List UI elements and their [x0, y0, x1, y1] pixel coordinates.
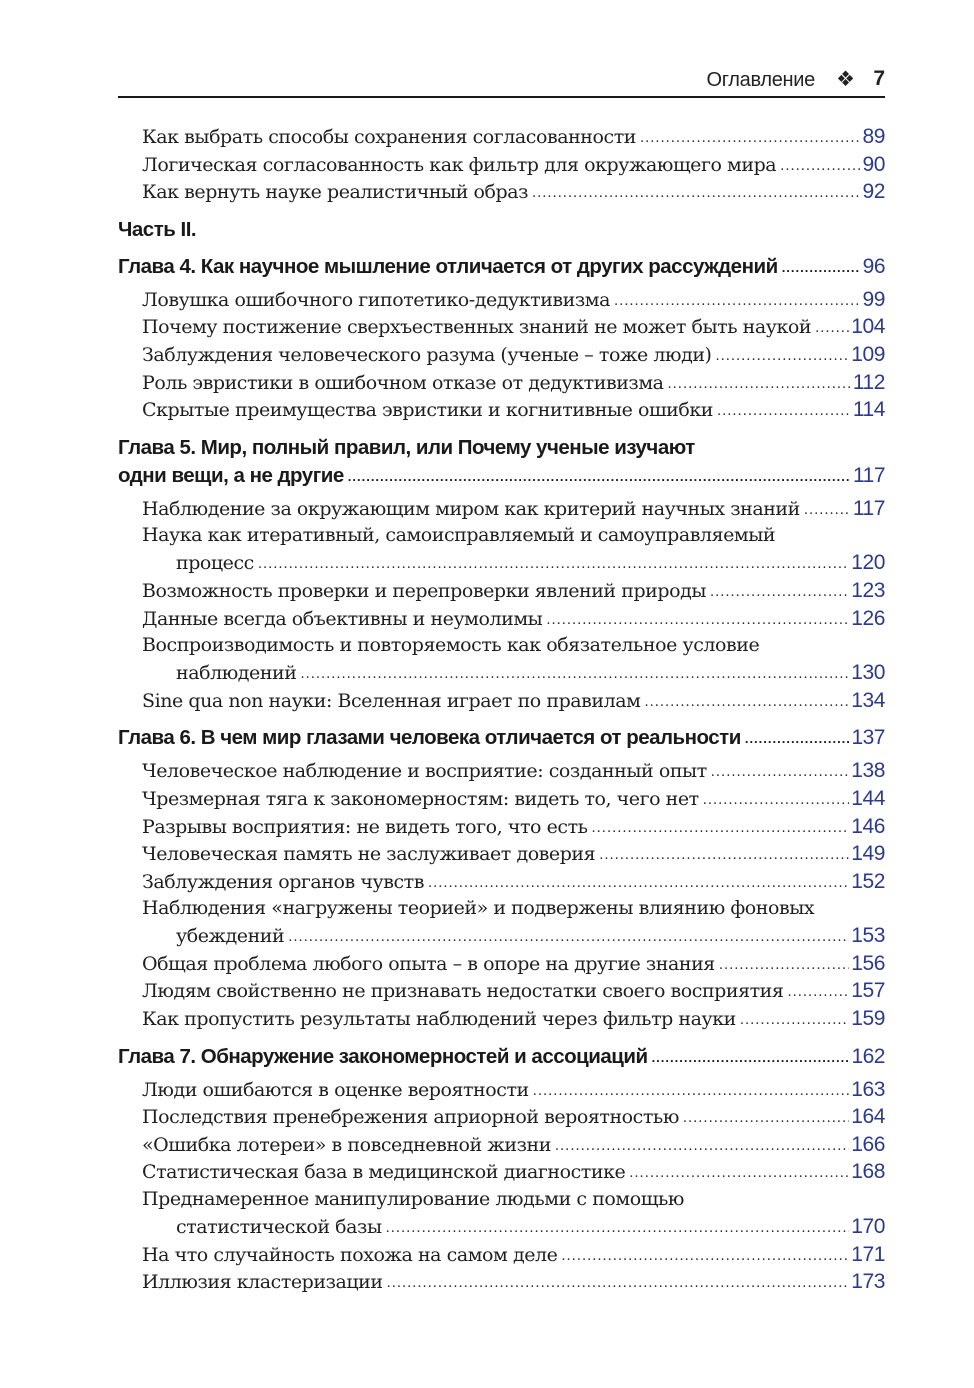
running-header-title: Оглавление	[706, 69, 815, 91]
toc-item-title: Человеческое наблюдение и восприятие: созданный опыт	[142, 760, 707, 783]
toc-item-page: 153	[851, 924, 885, 948]
leader-dots	[782, 254, 861, 282]
toc-item-page: 163	[851, 1077, 885, 1101]
toc-item-page: 99	[862, 287, 885, 311]
toc-item-title: Общая проблема любого опыта – в опоре на другие знания	[142, 952, 715, 975]
toc-item-title-line1[interactable]: Воспроизводимость и повторяемость как обязательное условие	[142, 634, 760, 657]
running-header	[118, 66, 885, 98]
leader-dots	[780, 153, 860, 181]
leader-dots	[640, 125, 861, 153]
toc-chapter-7[interactable]	[118, 1043, 885, 1071]
toc-section-item[interactable]	[118, 123, 885, 151]
toc-chapter-page: 96	[862, 254, 885, 278]
toc-item-title-line1[interactable]: Наблюдения «нагружены теорией» и подвержены влиянию фоновых	[142, 897, 815, 920]
toc-item-page: 152	[851, 869, 885, 893]
toc-item-page: 126	[851, 606, 885, 630]
toc-chapter-title: одни вещи, а не другие	[118, 463, 344, 487]
toc-item-page: 166	[851, 1132, 885, 1156]
toc-item-title: Люди ошибаются в оценке вероятности	[142, 1078, 529, 1101]
leader-dots	[652, 1044, 850, 1072]
toc-section-item[interactable]	[118, 1213, 885, 1241]
toc-section-item[interactable]	[118, 151, 885, 179]
toc-section-item[interactable]	[118, 840, 885, 868]
toc-item-title: Заблуждения человеческого разума (ученые – тоже люди)	[142, 343, 712, 366]
leader-dots	[532, 180, 861, 208]
toc-item-page: 170	[851, 1215, 885, 1239]
toc-item-title: статистической базы	[176, 1216, 382, 1239]
toc-chapter-4[interactable]	[118, 253, 885, 281]
leader-dots	[644, 689, 849, 717]
toc-section-item[interactable]	[118, 1268, 885, 1296]
leader-dots	[348, 463, 851, 491]
toc-item-page: 138	[851, 759, 885, 783]
toc-item-page: 117	[852, 496, 885, 520]
toc-item-title: Как пропустить результаты наблюдений через фильтр науки	[142, 1008, 736, 1031]
toc-item-page: 159	[851, 1007, 885, 1031]
toc-section-item[interactable]	[118, 687, 885, 715]
leader-dots	[719, 952, 849, 980]
toc-chapter-page: 137	[851, 726, 885, 750]
toc-item-page: 120	[851, 551, 885, 575]
toc-item-page: 123	[851, 578, 885, 602]
toc-item-title-line1[interactable]: Наука как итеративный, самоисправляемый и самоуправляемый	[142, 524, 776, 547]
toc-section-item[interactable]	[118, 785, 885, 813]
toc-chapter-5[interactable]	[118, 462, 885, 490]
toc-chapter-title: Глава 7. Обнаружение закономерностей и ассоциаций	[118, 1044, 648, 1068]
toc-item-page: 149	[851, 842, 885, 866]
toc-part-heading: Часть II.	[118, 217, 197, 241]
toc-item-title: Чрезмерная тяга к закономерностям: видеть то, чего нет	[142, 787, 699, 810]
toc-section-item[interactable]	[118, 977, 885, 1005]
toc-item-page: 164	[851, 1105, 885, 1129]
leader-dots	[787, 979, 849, 1007]
toc-section-item[interactable]	[118, 1076, 885, 1104]
toc-item-title: На что случайность похожа на самом деле	[142, 1243, 558, 1266]
toc-item-title: Статистическая база в медицинской диагностике	[142, 1161, 626, 1184]
toc-item-title: Как вернуть науке реалистичный образ	[142, 181, 528, 204]
toc-item-page: 168	[851, 1160, 885, 1184]
toc-item-title: Заблуждения органов чувств	[142, 870, 424, 893]
leader-dots	[599, 842, 849, 870]
toc-section-item[interactable]	[118, 757, 885, 785]
leader-dots	[804, 497, 851, 525]
toc-item-page: 171	[851, 1242, 885, 1266]
toc-section-item[interactable]	[118, 922, 885, 950]
toc-chapter-5-line1[interactable]: Глава 5. Мир, полный правил, или Почему ученые изучают	[118, 435, 695, 459]
toc-item-page: 109	[851, 342, 885, 366]
toc-item-page: 112	[852, 370, 885, 394]
toc-item-page: 173	[851, 1270, 885, 1294]
toc-section-item[interactable]	[118, 950, 885, 978]
toc-chapter-title: Глава 6. В чем мир глазами человека отличается от реальности	[118, 726, 741, 750]
leader-dots	[300, 661, 849, 689]
leader-dots	[555, 1133, 849, 1161]
toc-item-title: процесс	[176, 552, 254, 575]
toc-item-title: Возможность проверки и перепроверки явлений природы	[142, 579, 706, 602]
toc-item-page: 130	[851, 661, 885, 685]
leader-dots	[815, 315, 849, 343]
toc-item-title: Последствия пренебрежения априорной вероятностью	[142, 1106, 679, 1129]
toc-item-page: 144	[851, 786, 885, 810]
toc-section-item[interactable]	[118, 1241, 885, 1269]
leader-dots	[614, 288, 861, 316]
toc-item-title: наблюдений	[176, 662, 297, 685]
toc-item-title: Ловушка ошибочного гипотетико-дедуктивизма	[142, 288, 611, 311]
leader-dots	[668, 371, 851, 399]
leader-dots	[717, 398, 851, 426]
toc-item-title: убеждений	[176, 925, 285, 948]
toc-item-page: 156	[851, 951, 885, 975]
leader-dots	[710, 579, 849, 607]
toc-section-item[interactable]	[118, 1158, 885, 1186]
toc-item-page: 134	[851, 688, 885, 712]
leader-dots	[288, 924, 849, 952]
toc-item-title: Логическая согласованность как фильтр для окружающего мира	[142, 153, 777, 176]
toc-section-item[interactable]	[118, 659, 885, 687]
leader-dots	[533, 1078, 850, 1106]
toc-item-page: 104	[851, 315, 885, 339]
toc-section-item[interactable]	[118, 1131, 885, 1159]
toc-item-title: «Ошибка лотереи» в повседневной жизни	[142, 1133, 551, 1156]
table-of-contents	[118, 123, 885, 1296]
toc-item-page: 92	[862, 180, 885, 204]
leader-dots	[716, 343, 850, 371]
diamond-ornament-icon: ❖	[836, 68, 855, 91]
toc-item-title-line1[interactable]: Преднамеренное манипулирование людьми с помощью	[142, 1188, 684, 1211]
toc-item-title: Наблюдение за окружающим миром как критерий научных знаний	[142, 497, 800, 520]
toc-section-item[interactable]	[118, 813, 885, 841]
leader-dots	[546, 607, 849, 635]
toc-item-title: Почему постижение сверхъественных знаний не может быть наукой	[142, 316, 812, 339]
leader-dots	[428, 870, 849, 898]
toc-section-item[interactable]	[118, 1005, 885, 1033]
toc-chapter-page: 162	[851, 1044, 885, 1068]
toc-item-title: Разрывы восприятия: не видеть того, что есть	[142, 815, 588, 838]
toc-section-item[interactable]	[118, 396, 885, 424]
toc-item-page: 114	[852, 398, 885, 422]
leader-dots	[592, 815, 850, 843]
toc-section-item[interactable]	[118, 313, 885, 341]
page-number: 7	[873, 67, 885, 90]
toc-section-item[interactable]	[118, 341, 885, 369]
toc-item-title: Людям свойственно не признавать недостатки своего восприятия	[142, 980, 784, 1003]
toc-chapter-6[interactable]	[118, 724, 885, 752]
leader-dots	[258, 551, 849, 579]
toc-section-item[interactable]	[118, 495, 885, 523]
leader-dots	[561, 1243, 849, 1271]
toc-section-item[interactable]	[118, 549, 885, 577]
leader-dots	[740, 1007, 849, 1035]
leader-dots	[386, 1215, 850, 1243]
toc-section-item[interactable]	[118, 369, 885, 397]
toc-item-title: Роль эвристики в ошибочном отказе от дедуктивизма	[142, 371, 664, 394]
toc-item-title: Скрытые преимущества эвристики и когнитивные ошибки	[142, 399, 714, 422]
toc-item-page: 157	[851, 979, 885, 1003]
toc-item-title: Человеческая память не заслуживает доверия	[142, 843, 596, 866]
leader-dots	[387, 1270, 850, 1298]
leader-dots	[703, 787, 850, 815]
leader-dots	[711, 759, 850, 787]
toc-section-item[interactable]	[118, 868, 885, 896]
toc-item-page: 90	[862, 152, 885, 176]
toc-item-page: 89	[862, 125, 885, 148]
leader-dots	[629, 1160, 849, 1188]
toc-chapter-page: 117	[853, 463, 885, 487]
toc-section-item[interactable]	[118, 286, 885, 314]
toc-section-item[interactable]	[118, 1103, 885, 1131]
toc-item-title: Иллюзия кластеризации	[142, 1271, 383, 1294]
toc-section-item[interactable]	[118, 577, 885, 605]
leader-dots	[683, 1105, 849, 1133]
toc-item-page: 146	[851, 814, 885, 838]
toc-item-title: Как выбрать способы сохранения согласованности	[142, 126, 636, 148]
toc-section-item[interactable]	[118, 178, 885, 206]
toc-item-title: Данные всегда объективны и неумолимы	[142, 607, 543, 630]
leader-dots	[745, 725, 850, 753]
toc-item-title: Sine qua non науки: Вселенная играет по правилам	[142, 689, 641, 712]
toc-chapter-title: Глава 4. Как научное мышление отличается от других рассуждений	[118, 254, 778, 278]
toc-section-item[interactable]	[118, 605, 885, 633]
